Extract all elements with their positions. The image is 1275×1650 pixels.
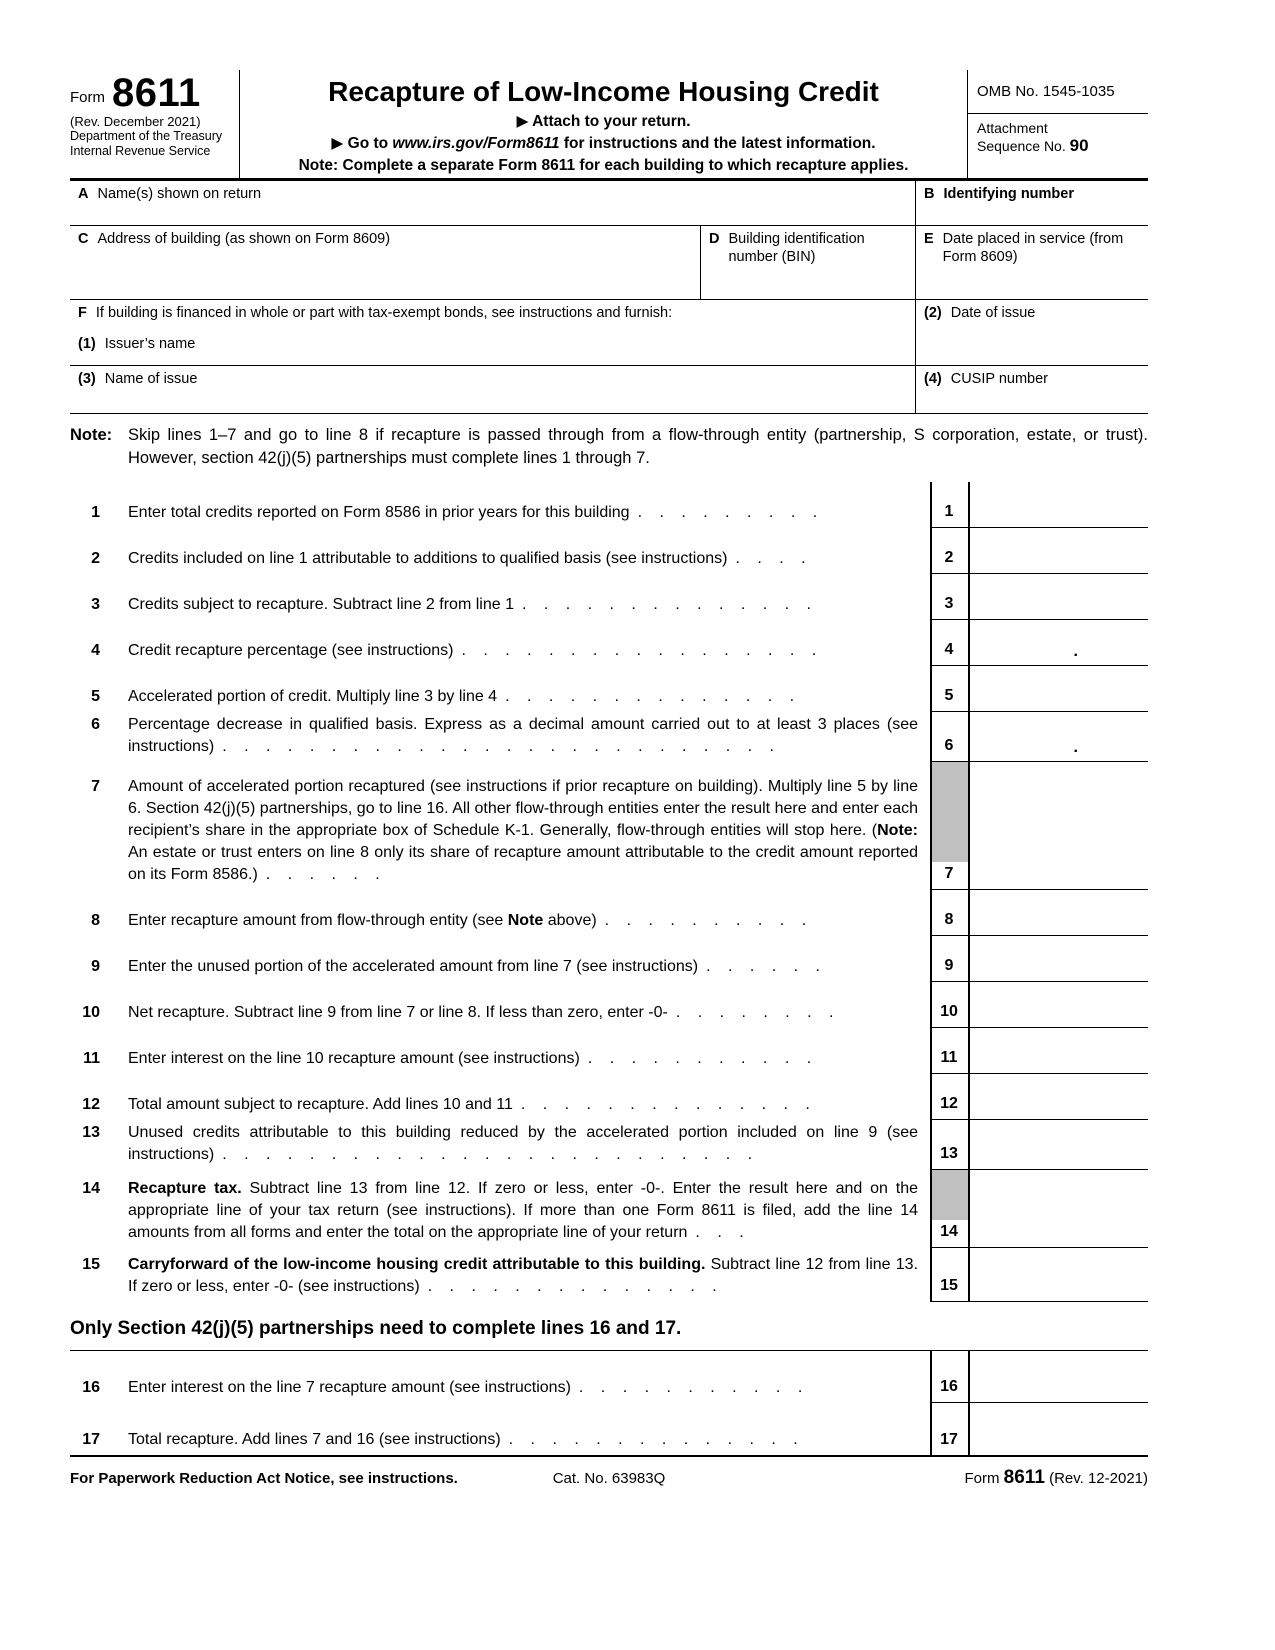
field-f-bond-financed[interactable] [70, 300, 915, 365]
line-14-box-number: 14 [940, 1223, 958, 1240]
line-1-entry-cell [930, 500, 1148, 528]
footer-form-number: 8611 [1003, 1467, 1045, 1488]
lines-16-17-table [70, 1351, 1148, 1457]
dot-leader: . . . . . . . . . . . [587, 1050, 812, 1067]
entry-column-spacer [930, 1170, 1148, 1220]
line-4-box-number: 4 [944, 641, 954, 658]
line-7-entry-cell [930, 862, 1148, 890]
line-12-entry-cell [930, 1092, 1148, 1120]
line-16-entry-column [930, 1351, 1148, 1403]
bold-text: Note [507, 912, 544, 929]
line-7-box-number: 7 [944, 865, 954, 882]
identification-grid [70, 181, 1148, 414]
line-15-number: 15 [82, 1256, 100, 1273]
line-5-number: 5 [91, 688, 100, 705]
line-6-box-number: 6 [944, 737, 954, 754]
entry-column-spacer [930, 666, 1148, 684]
line-11-number: 11 [83, 1050, 100, 1067]
line-16-number: 16 [82, 1379, 100, 1396]
field-f-label: If building is financed in whole or part with tax-exempt bonds, see instructions and furnish: [95, 305, 673, 321]
form-line-16 [70, 1351, 1148, 1403]
field-c-letter: C [78, 231, 89, 247]
form-line-13 [70, 1120, 1148, 1170]
dot-leader: . . . . . . . . . . . . . . [427, 1278, 717, 1295]
line-7-amount-field[interactable] [968, 862, 1148, 889]
dot-leader: . . . . . . . . . . . . . . . . . . . . . . . . . . [222, 738, 774, 755]
form-footer [70, 1457, 1148, 1489]
row-issue-info [70, 366, 1148, 414]
footer-form-rev: (Rev. 12-2021) [1044, 1470, 1149, 1487]
line-9-description [128, 936, 918, 982]
text: Enter the unused portion of the accelerated amount from line 7 (see instructions) [128, 958, 699, 975]
line-14-entry-cell [930, 1220, 1148, 1248]
field-f2-label: Date of issue [950, 305, 1036, 321]
row-name-id [70, 181, 1148, 226]
line-10-entry-cell [930, 1000, 1148, 1028]
entry-column-spacer [930, 762, 1148, 862]
line-15-entry-column [930, 1248, 1148, 1302]
line-11-entry-cell [930, 1046, 1148, 1074]
field-f2-date-of-issue[interactable] [915, 300, 1148, 365]
form-line-15 [70, 1248, 1148, 1302]
form-line-4 [70, 620, 1148, 666]
line-2-box-number: 2 [944, 549, 954, 566]
form-footer-id [665, 1467, 1148, 1489]
line-13-entry-column [930, 1120, 1148, 1170]
line-8-description [128, 890, 918, 936]
line-2-description [128, 528, 918, 574]
line-15-description [128, 1248, 918, 1302]
line-4-number: 4 [91, 642, 100, 659]
field-e-letter: E [924, 231, 934, 247]
line-17-entry-cell [930, 1427, 1148, 1455]
note-text: Skip lines 1–7 and go to line 8 if recapture is passed through from a flow-through entity (partnership, S corporation, estate, or trust). However, section 42(j)(5) partnerships must complete lines 1 through 7. [128, 426, 1148, 467]
field-c-building-address[interactable] [70, 226, 700, 299]
line-5-box-number: 5 [944, 687, 954, 704]
attachment-label: Attachment [977, 120, 1048, 136]
field-f-letter: F [78, 305, 87, 321]
line-1-amount-field[interactable] [968, 500, 1148, 527]
text: Credits subject to recapture. Subtract line 2 from line 1 [128, 596, 514, 613]
form-line-3 [70, 574, 1148, 620]
text: Total recapture. Add lines 7 and 16 (see instructions) [128, 1431, 501, 1448]
text: Accelerated portion of credit. Multiply line 3 by line 4 [128, 688, 498, 705]
line-3-entry-cell [930, 592, 1148, 620]
line-1-entry-column [930, 482, 1148, 528]
line-5-amount-field[interactable] [968, 684, 1148, 711]
entry-column-spacer [930, 712, 1148, 734]
line-8-entry-cell [930, 908, 1148, 936]
text: An estate or trust enters on line 8 only its share of recapture amount attributable to the credit amount reported on its Form 8586.) [128, 844, 918, 883]
line-7-description [128, 762, 918, 890]
department-line-1: Department of the Treasury [70, 129, 223, 143]
dot-leader: . . . . . . . . . . . . . . [521, 596, 811, 613]
shaded-cell [932, 1170, 969, 1220]
line-10-box-number: 10 [940, 1003, 958, 1020]
dot-leader: . . . . . . [265, 866, 380, 883]
form-line-2 [70, 528, 1148, 574]
sequence-number: 90 [1069, 136, 1089, 155]
row-building-info [70, 226, 1148, 300]
line-3-entry-column [930, 574, 1148, 620]
field-f3-label: Name of issue [104, 371, 198, 387]
line-6-number: 6 [91, 716, 100, 733]
line-9-number: 9 [91, 958, 100, 975]
line-14-number: 14 [82, 1180, 100, 1197]
form-line-17 [70, 1403, 1148, 1455]
line-17-box-number: 17 [940, 1431, 958, 1448]
line-6-amount-field[interactable] [968, 734, 1148, 761]
line-17-amount-field[interactable] [968, 1427, 1148, 1455]
text: Enter interest on the line 7 recapture amount (see instructions) [128, 1379, 571, 1396]
dot-leader: . . . . . . . . . . . . . . [505, 688, 795, 705]
dot-leader: . . . . . . . . . . . . . . . . . [461, 642, 817, 659]
field-f2-number: (2) [924, 305, 942, 321]
field-d-label: Building identification number (BIN) [728, 231, 865, 265]
text: Unused credits attributable to this building reduced by the accelerated portion included on line 9 (see instructions) [128, 1124, 918, 1163]
entry-column-spacer [930, 1074, 1148, 1092]
form-title-block [240, 70, 967, 178]
dot-leader: . . . . [735, 550, 806, 567]
text: Amount of accelerated portion recaptured (see instructions if prior recapture on building). Multiply line 5 by line 6. Section 42(j)(5) partnerships, go to line 16. All other flow-through entities enter the result here and enter each recipient’s share in the appropriate box of Schedule K-1. Generally, flow-through entities will stop here. ( [128, 778, 918, 839]
entry-column-spacer [930, 1248, 1148, 1274]
line-9-amount-field[interactable] [968, 954, 1148, 981]
skip-lines-note [70, 424, 1148, 470]
field-e-date-in-service[interactable] [915, 226, 1148, 299]
line-10-description [128, 982, 918, 1028]
goto-post: for instructions and the latest information. [559, 135, 876, 152]
text: Subtract line 12 from line 13. If zero or less, enter -0- (see instructions) [128, 1256, 919, 1295]
line-1-number: 1 [91, 504, 100, 521]
paperwork-notice: For Paperwork Reduction Act Notice, see instructions. [70, 1470, 458, 1487]
line-14-amount-field[interactable] [968, 1220, 1148, 1247]
text: Enter interest on the line 10 recapture amount (see instructions) [128, 1050, 580, 1067]
line-7-entry-column [930, 762, 1148, 890]
line-1-box-number: 1 [944, 503, 954, 520]
bold-text: Recapture tax. [128, 1180, 242, 1197]
line-15-amount-field[interactable] [968, 1274, 1148, 1301]
attach-instruction: ▶ Attach to your return. [516, 113, 691, 130]
line-5-description [128, 666, 918, 712]
dot-leader: . . . . . . . . . [637, 504, 818, 521]
line-13-amount-field[interactable] [968, 1142, 1148, 1169]
line-14-entry-column [930, 1170, 1148, 1248]
form-line-14 [70, 1170, 1148, 1248]
irs-url: www.irs.gov/Form8611 [392, 135, 560, 152]
line-14-description [128, 1170, 918, 1248]
field-f3-name-of-issue[interactable] [70, 366, 915, 413]
text: Total amount subject to recapture. Add lines 10 and 11 [128, 1096, 513, 1113]
text: Credits included on line 1 attributable to additions to qualified basis (see instructions) [128, 550, 728, 567]
line-5-entry-cell [930, 684, 1148, 712]
line-11-entry-column [930, 1028, 1148, 1074]
field-f1-label: Issuer’s name [104, 336, 196, 352]
footer-form-word: Form [964, 1470, 1004, 1487]
line-13-description [128, 1120, 918, 1170]
revision-date: (Rev. December 2021) [70, 114, 201, 129]
form-line-12 [70, 1074, 1148, 1120]
dot-leader: . . . [695, 1224, 744, 1241]
section-42j5-header: Only Section 42(j)(5) partnerships need to complete lines 16 and 17. [70, 1302, 1148, 1351]
line-6-description [128, 712, 918, 762]
field-b-letter: B [924, 186, 935, 202]
form-line-5 [70, 666, 1148, 712]
field-a-label: Name(s) shown on return [97, 186, 262, 202]
bold-text: Carryforward of the low-income housing credit attributable to this building. [128, 1256, 706, 1273]
dot-leader: . . . . . . . . . . . . . . . . . . . . . . . . . [222, 1146, 753, 1163]
line-8-number: 8 [91, 912, 100, 929]
field-c-label: Address of building (as shown on Form 8609) [97, 231, 391, 247]
form-line-11 [70, 1028, 1148, 1074]
note-label: Note: [70, 426, 113, 444]
line-17-number: 17 [82, 1431, 100, 1448]
line-4-entry-cell [930, 638, 1148, 666]
text: Enter total credits reported on Form 8586 in prior years for this building [128, 504, 630, 521]
entry-column-spacer [930, 936, 1148, 954]
entry-column-spacer [930, 982, 1148, 1000]
line-3-amount-field[interactable] [968, 592, 1148, 619]
form-line-9 [70, 936, 1148, 982]
line-10-number: 10 [82, 1004, 100, 1021]
entry-column-spacer [930, 574, 1148, 592]
field-f3-number: (3) [78, 371, 96, 387]
line-12-amount-field[interactable] [968, 1092, 1148, 1119]
line-13-box-number: 13 [940, 1145, 958, 1162]
line-9-entry-column [930, 936, 1148, 982]
goto-pre: ▶ Go to [331, 135, 393, 152]
line-9-box-number: 9 [944, 957, 954, 974]
attachment-sequence [968, 114, 1148, 159]
department-line-2: Internal Revenue Service [70, 144, 211, 158]
form-header [70, 70, 1148, 181]
dot-leader: . . . . . . . . . . . . . . [508, 1431, 798, 1448]
line-6-entry-column [930, 712, 1148, 762]
line-4-description [128, 620, 918, 666]
form-line-1 [70, 482, 1148, 528]
line-7-number: 7 [91, 778, 100, 795]
text: Percentage decrease in qualified basis. Express as a decimal amount carried out to at least 3 places (see instructions) [128, 716, 918, 755]
line-15-box-number: 15 [940, 1277, 958, 1294]
line-8-box-number: 8 [944, 911, 954, 928]
goto-instruction [248, 134, 959, 153]
text: Subtract line 13 from line 12. If zero or less, enter -0-. Enter the result here and on the appropriate line of your tax return (see instructions). If more than one Form 8611 is filed, add the line 14 amounts from all forms and enter the total on the appropriate line of your return [128, 1180, 919, 1241]
dot-leader: . . . . . . . . [675, 1004, 834, 1021]
field-b-identifying-number[interactable] [915, 181, 1148, 225]
form-line-8 [70, 890, 1148, 936]
line-11-description [128, 1028, 918, 1074]
line-13-number: 13 [82, 1124, 100, 1141]
line-17-description [128, 1403, 918, 1455]
dot-leader: . . . . . . . . . . . [578, 1379, 803, 1396]
line-4-amount-field[interactable] [968, 638, 1148, 665]
line-16-description [128, 1351, 918, 1403]
entry-column-spacer [930, 620, 1148, 638]
text: Enter recapture amount from flow-through entity (see [128, 912, 508, 929]
line-12-box-number: 12 [940, 1095, 958, 1112]
form-word: Form [70, 89, 105, 106]
text: Net recapture. Subtract line 9 from line 7 or line 8. If less than zero, enter -0- [128, 1004, 668, 1021]
field-f4-number: (4) [924, 371, 942, 387]
field-f1-number: (1) [78, 336, 96, 352]
line-2-amount-field[interactable] [968, 546, 1148, 573]
bold-text: Note: [877, 822, 918, 839]
entry-column-spacer [930, 1120, 1148, 1142]
omb-number: OMB No. 1545-1035 [968, 70, 1148, 114]
line-3-box-number: 3 [944, 595, 954, 612]
form-line-10 [70, 982, 1148, 1028]
line-5-entry-column [930, 666, 1148, 712]
line-3-number: 3 [91, 596, 100, 613]
form-line-6 [70, 712, 1148, 762]
form-number-block [70, 70, 240, 178]
text: above) [543, 912, 597, 929]
line-8-amount-field[interactable] [968, 908, 1148, 935]
line-2-entry-column [930, 528, 1148, 574]
entry-column-spacer [930, 528, 1148, 546]
line-10-amount-field[interactable] [968, 1000, 1148, 1027]
line-11-amount-field[interactable] [968, 1046, 1148, 1073]
entry-column-spacer [930, 482, 1148, 500]
text: Credit recapture percentage (see instructions) [128, 642, 454, 659]
entry-column-spacer [930, 1403, 1148, 1427]
line-12-description [128, 1074, 918, 1120]
line-9-entry-cell [930, 954, 1148, 982]
line-15-entry-cell [930, 1274, 1148, 1302]
sequence-label: Sequence No. [977, 138, 1070, 154]
line-16-entry-cell [930, 1375, 1148, 1403]
dot-leader: . . . . . . . . . . . . . . [520, 1096, 810, 1113]
line-16-amount-field[interactable] [968, 1375, 1148, 1402]
line-16-box-number: 16 [940, 1378, 958, 1395]
form-line-7 [70, 762, 1148, 890]
dot-leader: . . . . . . [706, 958, 820, 975]
entry-column-spacer [930, 1028, 1148, 1046]
line-10-entry-column [930, 982, 1148, 1028]
catalog-number: Cat. No. 63983Q [552, 1470, 666, 1487]
field-b-label: Identifying number [943, 186, 1074, 202]
field-f4-label: CUSIP number [950, 371, 1048, 387]
line-12-number: 12 [82, 1096, 100, 1113]
shaded-cell [932, 762, 969, 862]
lines-1-15-table [70, 482, 1148, 1302]
field-d-bin[interactable] [700, 226, 915, 299]
field-d-letter: D [709, 231, 720, 247]
form-number: 8611 [112, 71, 201, 115]
field-e-label: Date placed in service (from Form 8609) [942, 231, 1124, 265]
line-6-entry-cell [930, 734, 1148, 762]
entry-column-spacer [930, 890, 1148, 908]
line-13-entry-cell [930, 1142, 1148, 1170]
line-8-entry-column [930, 890, 1148, 936]
field-a-names-on-return[interactable] [70, 181, 915, 225]
field-f1-issuer-name[interactable] [78, 335, 907, 353]
field-a-letter: A [78, 186, 89, 202]
row-bond-financing [70, 300, 1148, 366]
line-3-description [128, 574, 918, 620]
field-f4-cusip-number[interactable] [915, 366, 1148, 413]
decimal-point: . [1073, 643, 1078, 660]
line-2-entry-cell [930, 546, 1148, 574]
line-2-number: 2 [91, 550, 100, 567]
line-12-entry-column [930, 1074, 1148, 1120]
line-17-entry-column [930, 1403, 1148, 1455]
decimal-point: . [1073, 739, 1078, 756]
form-title: Recapture of Low-Income Housing Credit [328, 76, 879, 107]
dot-leader: . . . . . . . . . . [604, 912, 807, 929]
entry-column-spacer [930, 1351, 1148, 1375]
separate-form-note: Note: Complete a separate Form 8611 for each building to which recapture applies. [298, 157, 909, 174]
line-11-box-number: 11 [940, 1049, 958, 1066]
omb-block [967, 70, 1148, 178]
line-1-description [128, 482, 918, 528]
line-4-entry-column [930, 620, 1148, 666]
